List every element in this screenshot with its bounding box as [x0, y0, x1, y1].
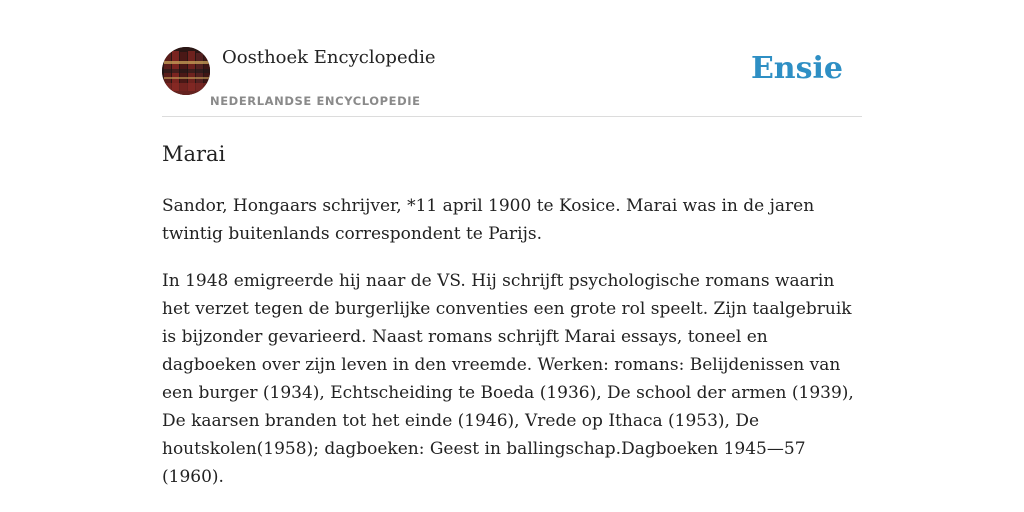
entry-body	[162, 192, 862, 510]
site-title-link[interactable]: Oosthoek Encyclopedie	[222, 47, 436, 68]
entry-title: Marai	[162, 142, 226, 166]
entry-paragraph: In 1948 emigreerde hij naar de VS. Hij schrijft psychologische romans waarin het verzet tegen de burgerlijke conventies een grote rol speelt. Zijn taalgebruik is bijzonder gevarieerd. Naast romans schrijft Marai essays, toneel en dagboeken over zijn leven in den vreemde. Werken: romans: Belijdenissen van een burger (1934), Echtscheiding te Boeda (1936), De school der armen (1939), De kaarsen branden tot het einde (1946), Vrede op Ithaca (1953), De houtskolen(1958); dagboeken: Geest in ballingschap.Dagboeken 1945—57 (1960).	[162, 271, 854, 487]
site-header	[162, 0, 862, 117]
entry-paragraph: Sandor, Hongaars schrijver, *11 april 1900 te Kosice. Marai was in de jaren twintig buitenlands correspondent te Parijs.	[162, 196, 815, 244]
book-spines-icon[interactable]	[162, 47, 210, 95]
site-subtitle: NEDERLANDSE ENCYCLOPEDIE	[210, 94, 421, 108]
ensie-logo-link[interactable]: Ensie	[750, 51, 843, 86]
page-container	[162, 0, 862, 487]
